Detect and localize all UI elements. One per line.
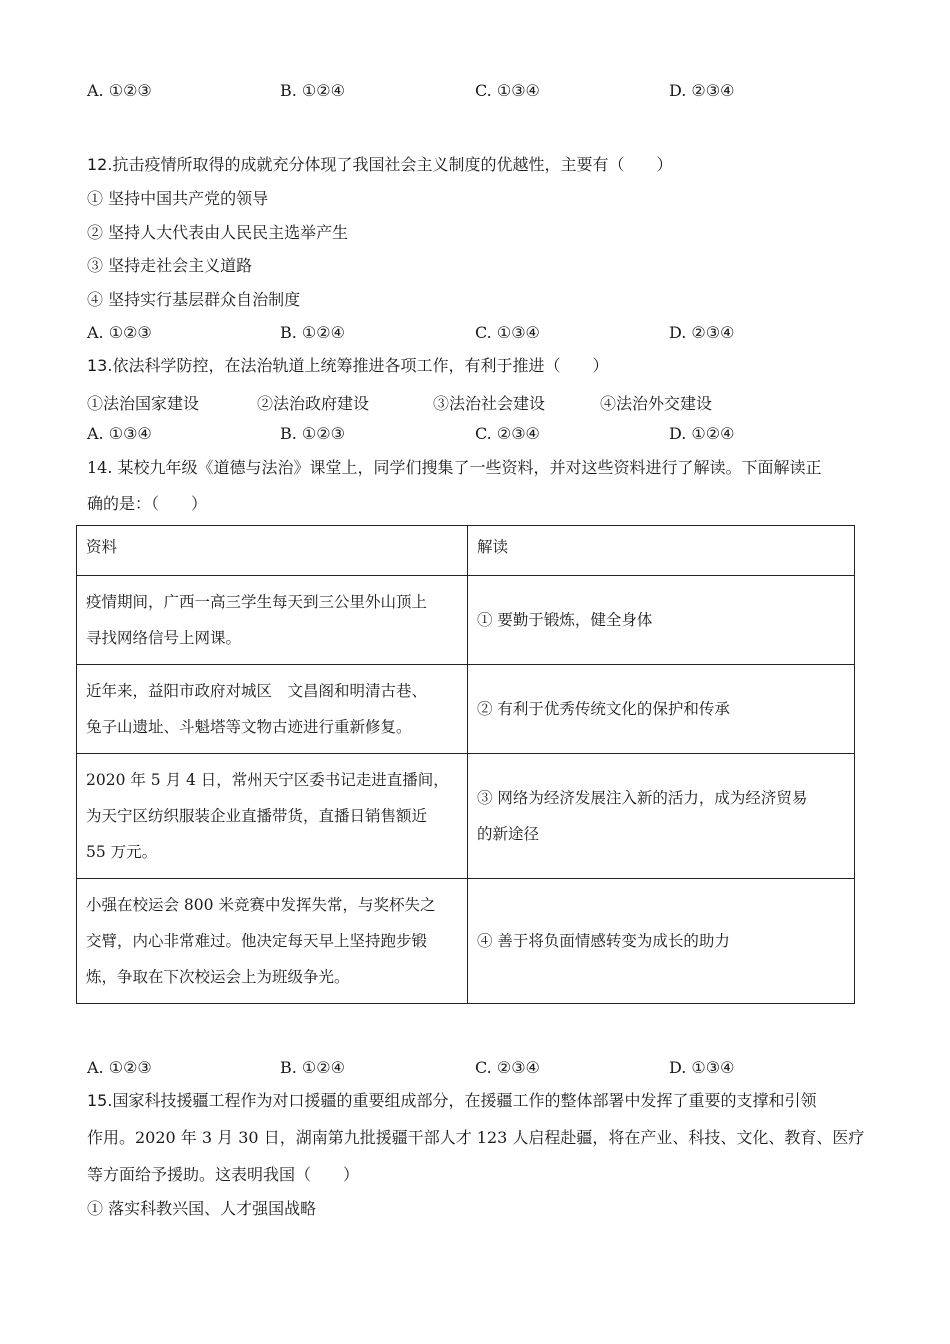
material-line: 交臂，内心非常难过。他决定每天早上坚持跑步锻: [86, 932, 428, 950]
material-line: 2020 年 5 月 4 日，常州天宁区委书记走进直播间，: [86, 771, 449, 789]
material-line: 为天宁区纺织服装企业直播带货，直播日销售额近: [86, 807, 428, 825]
reading-cell: [468, 576, 855, 665]
option-d[interactable]: D. ①②④: [669, 424, 735, 443]
q14-table: [76, 525, 855, 1004]
q15-stem-line-1: [87, 1091, 816, 1111]
q15-stem-line-2: 作用。2020 年 3 月 30 日，湖南第九批援疆干部人才 123 人启程赴疆，将在产业、科技、文化、教育、医疗: [87, 1128, 865, 1147]
option-d[interactable]: D. ①③④: [669, 1058, 735, 1077]
table-row: [77, 665, 855, 754]
option-c[interactable]: C. ①③④: [475, 81, 540, 100]
option-a[interactable]: A. ①②③: [87, 323, 152, 342]
reading-line: ① 要勤于锻炼，健全身体: [477, 611, 653, 629]
q15-stem-text: 国家科技援疆工程作为对口援疆的重要组成部分，在援疆工作的整体部署中发挥了重要的支撑和引领: [112, 1091, 817, 1110]
option-b[interactable]: B. ①②④: [280, 81, 345, 100]
option-b[interactable]: B. ①②③: [280, 424, 345, 443]
q13-item-2: ②法治政府建设: [257, 394, 370, 413]
reading-line: ④ 善于将负面情感转变为成长的助力: [477, 932, 730, 950]
header-material: 资料: [77, 526, 468, 576]
q12-options: [87, 323, 847, 343]
table-row: [77, 754, 855, 879]
q14-options: [87, 1058, 847, 1078]
table-row: [77, 879, 855, 1004]
option-b[interactable]: B. ①②④: [280, 323, 345, 342]
material-line: 近年来，益阳市政府对城区 文昌阁和明清古巷、: [86, 682, 428, 700]
option-c[interactable]: C. ②③④: [475, 424, 540, 443]
q15-item-1: ① 落实科教兴国、人才强国战略: [87, 1199, 317, 1218]
option-c[interactable]: C. ①③④: [475, 323, 540, 342]
q13-options: [87, 424, 847, 444]
reading-cell: [468, 879, 855, 1004]
option-c[interactable]: C. ②③④: [475, 1058, 540, 1077]
material-line: 小强在校运会 800 米竞赛中发挥失常，与奖杯失之: [86, 896, 436, 914]
material-line: 寻找网络信号上网课。: [86, 629, 242, 647]
q12-item-3: ③ 坚持走社会主义道路: [87, 256, 253, 275]
reading-line: ③ 网络为经济发展注入新的活力，成为经济贸易: [477, 789, 808, 807]
q15-stem-line-3: 等方面给予援助。这表明我国（ ）: [87, 1165, 360, 1184]
option-a[interactable]: A. ①②③: [87, 1058, 152, 1077]
option-b[interactable]: B. ①②④: [280, 1058, 345, 1077]
q14-stem-line-1: 14. 某校九年级《道德与法治》课堂上，同学们搜集了一些资料，并对这些资料进行了解读。下面解读正: [87, 458, 822, 477]
material-line: 兔子山遗址、斗魁塔等文物古迹进行重新修复。: [86, 718, 412, 736]
material-cell: [77, 576, 468, 665]
reading-cell: [468, 665, 855, 754]
option-d[interactable]: D. ②③④: [669, 323, 735, 342]
q13-item-3: ③法治社会建设: [433, 394, 546, 413]
q12-item-1: ① 坚持中国共产党的领导: [87, 189, 269, 208]
q12-stem: [87, 155, 672, 175]
reading-line: 的新途径: [477, 825, 540, 843]
reading-cell: [468, 754, 855, 879]
option-d[interactable]: D. ②③④: [669, 81, 735, 100]
table-row: [77, 576, 855, 665]
q11-options: [87, 81, 847, 101]
reading-line: ② 有利于优秀传统文化的保护和传承: [477, 700, 730, 718]
header-reading: 解读: [468, 526, 855, 576]
q12-stem-text: 抗击疫情所取得的成就充分体现了我国社会主义制度的优越性，主要有（ ）: [112, 155, 673, 174]
material-line: 炼，争取在下次校运会上为班级争光。: [86, 968, 350, 986]
q14-stem-line-2: 确的是：（ ）: [87, 494, 208, 513]
option-a[interactable]: A. ①②③: [87, 81, 152, 100]
q13-stem-text: 依法科学防控，在法治轨道上统筹推进各项工作，有利于推进（ ）: [112, 356, 609, 375]
q13-items: [87, 391, 847, 411]
q13-item-1: ①法治国家建设: [87, 394, 200, 413]
material-cell: [77, 754, 468, 879]
q12-number: 12.: [87, 155, 113, 174]
option-a[interactable]: A. ①③④: [87, 424, 152, 443]
table-header-row: [77, 526, 855, 576]
q12-item-4: ④ 坚持实行基层群众自治制度: [87, 290, 301, 309]
q13-item-4: ④法治外交建设: [600, 394, 713, 413]
q12-item-2: ② 坚持人大代表由人民民主选举产生: [87, 223, 349, 242]
material-cell: [77, 665, 468, 754]
material-line: 55 万元。: [86, 843, 158, 861]
material-cell: [77, 879, 468, 1004]
q13-number: 13.: [87, 356, 113, 375]
q13-stem: [87, 356, 608, 376]
material-line: 疫情期间，广西一高三学生每天到三公里外山顶上: [86, 593, 428, 611]
q15-number: 15.: [87, 1091, 113, 1110]
